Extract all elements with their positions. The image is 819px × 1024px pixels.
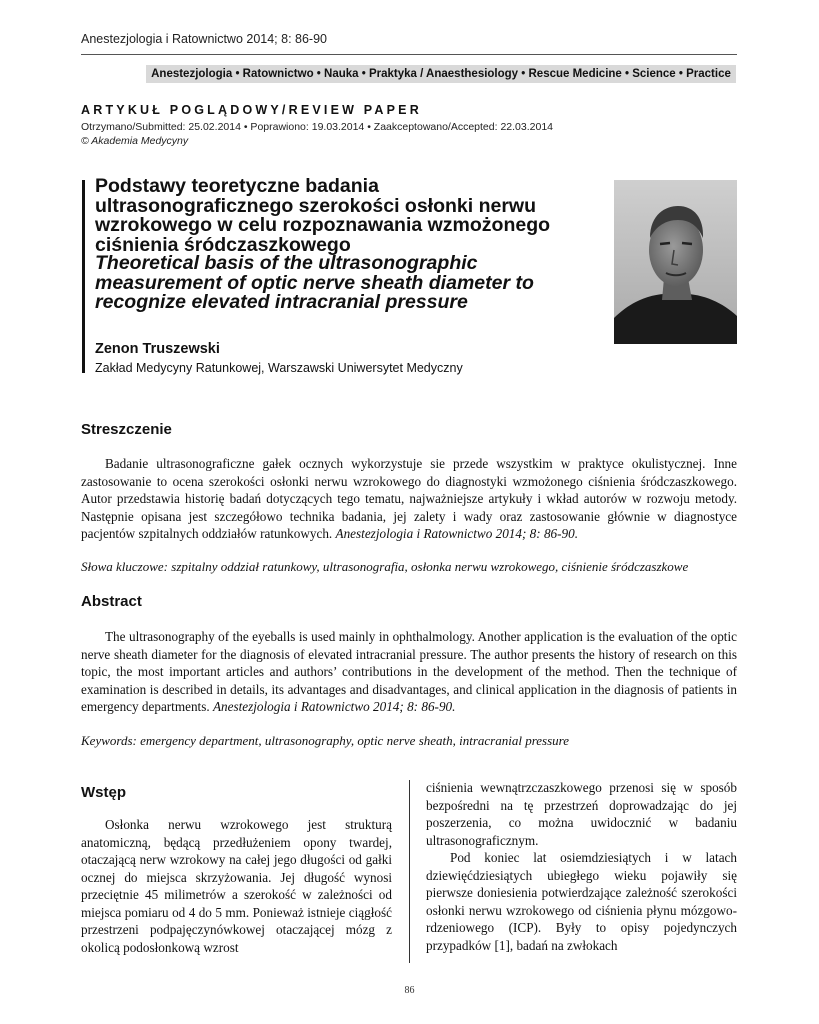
streszczenie-body: Badanie ultrasonograficzne gałek ocznych wykorzystuje sie przede wszystkim w praktyce okulistycznej. Inne zastosowanie to ocena szerokości osłonki nerwu wzrokowego do diagnostyki wzmożonego ciśnienia śródczaszkowego. Autor przedstawia historię badań dotyczących tego tematu, najważniejsze artykuły i wkład autorów w rozwoju metody. Następnie opisana jest szczegółowo technika badania, jej zalety i wady oraz zastosowanie głównie w diagnostyce pacjentów szpitalnych oddziałów ratunkowych. (81, 456, 737, 541)
article-dates: Otrzymano/Submitted: 25.02.2014 • Poprawiono: 19.03.2014 • Zaakceptowano/Accepted: 22.03.2014 (81, 121, 553, 133)
journal-header: Anestezjologia i Ratownictwo 2014; 8: 86-90 (81, 32, 327, 46)
streszczenie-paragraph (81, 455, 737, 543)
author-name: Zenon Truszewski (95, 341, 220, 357)
keywords-english: Keywords: emergency department, ultrasonography, optic nerve sheath, intracranial pressure (81, 733, 570, 748)
abstract-heading: Abstract (81, 593, 142, 610)
abstract-body: The ultrasonography of the eyeballs is used mainly in ophthalmology. Another application is the evaluation of the optic nerve sheath diameter for the diagnosis of elevated intracranial pressure. The author presents the history of research on this topic, the most important articles and authors’ contributions in the development of the method. Then the technique of examination is described in details, its advantages and disadvantages, and clinical application in the diagnosis of patients in emergency departments. (81, 629, 737, 714)
copyright: © Akademia Medycyny (81, 135, 189, 147)
author-portrait-image (614, 180, 737, 344)
wstep-column-left (81, 816, 392, 956)
author-affiliation: Zakład Medycyny Ratunkowej, Warszawski Uniwersytet Medyczny (95, 361, 463, 375)
categories-bar: Anestezjologia • Ratownictwo • Nauka • Praktyka / Anaesthesiology • Rescue Medicine • Science • Practice (146, 65, 736, 83)
title-polish: Podstawy teoretyczne badania ultrasonograficznego szerokości osłonki nerwu wzrokowego w celu rozpoznawania wzmożonego ciśnienia śródczaszkowego (95, 175, 551, 256)
header-rule (81, 54, 737, 55)
wstep-col2-paragraph-1: ciśnienia wewnątrzczaszkowego przenosi się w sposób bezpośredni na tę przestrzeń doprowadzając do jej poszerzenia, co można uwidocznić w badaniu ultrasonograficznym. (426, 780, 737, 848)
author-photo (614, 180, 737, 344)
column-divider (409, 780, 410, 963)
streszczenie-heading: Streszczenie (81, 421, 172, 438)
page-number: 86 (404, 985, 415, 996)
streszczenie-citation: Anestezjologia i Ratownictwo 2014; 8: 86-90. (335, 526, 579, 541)
wstep-col2-paragraph-2 (426, 849, 737, 954)
title-accent-bar (82, 180, 85, 373)
wstep-column-right (426, 779, 737, 954)
wstep-col1-text: Osłonka nerwu wzrokowego jest strukturą anatomiczną, będącą przedłużeniem opony twardej, otaczającą nerw wzrokowy na całej jego długości od gałki ocznej do miejsca skrzyżowania. Jej długość wynosi przeciętnie 45 milimetrów a szerokość w zależności od miejsca pomiaru od 4 do 5 mm. Ponieważ istnieje ciągłość przestrzeni podpajęczynówkowej otaczającej mózg z okolicą podosłonkową wzrost (81, 817, 392, 955)
wstep-heading: Wstęp (81, 784, 126, 801)
title-english: Theoretical basis of the ultrasonographic measurement of optic nerve sheath diameter to recognize elevated intracranial pressure (95, 252, 534, 313)
abstract-paragraph (81, 628, 737, 716)
abstract-citation: Anestezjologia i Ratownictwo 2014; 8: 86-90. (212, 699, 456, 714)
article-type: ARTYKUŁ POGLĄDOWY/REVIEW PAPER (81, 103, 422, 117)
wstep-col2-text-2: Pod koniec lat osiemdziesiątych i w latach dziewięćdziesiątych ubiegłego wieku pojawiły się pierwsze doniesienia potwierdzające zależność szerokości osłonki nerwu wzrokowego od ciśnienia płynu mózgowo-rdzeniowego (ICP). Były to opisy pojedynczych przypadków [1], badań na zwłokach (426, 850, 737, 953)
keywords-polish: Słowa kluczowe: szpitalny oddział ratunkowy, ultrasonografia, osłonka nerwu wzrokowego, ciśnienie śródczaszkowe (81, 559, 689, 574)
